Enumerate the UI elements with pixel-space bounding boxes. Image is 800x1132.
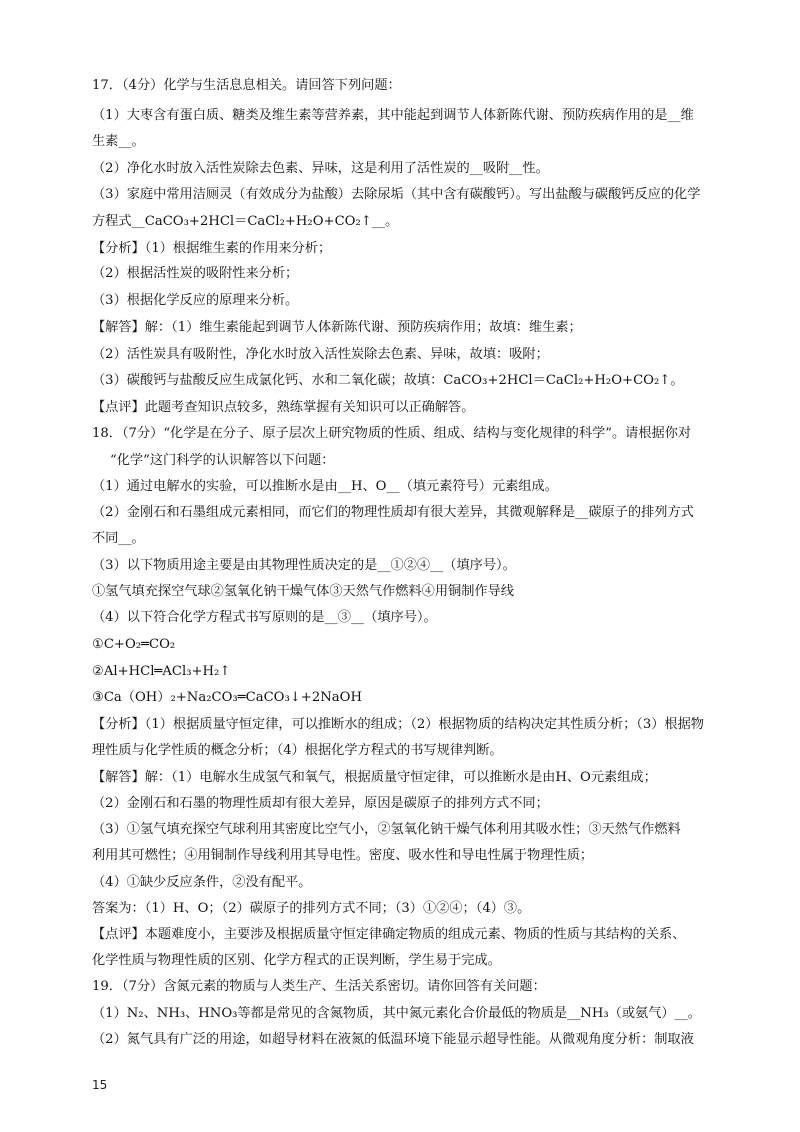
text-line: ③Ca（OH）₂+Na₂CO₃═CaCO₃↓+2NaOH bbox=[92, 690, 362, 705]
text-line: （1）N₂、NH₃、HNO₃等都是常见的含氮物质，其中氮元素化合价最低的物质是__NH₃（或氨气）__。 bbox=[92, 1006, 701, 1021]
text-line: 【点评】本题难度小，主要涉及根据质量守恒定律确定物质的组成元素、物质的性质与其结构的关系、 bbox=[92, 927, 686, 942]
text-line: （2）氮气具有广泛的用途，如超导材料在液氮的低温环境下能显示超导性能。从微观角度分析：制取液 bbox=[92, 1032, 694, 1047]
text-line: 生素__。 bbox=[92, 134, 145, 149]
text-line: （3）以下物质用途主要是由其物理性质决定的是__①②④__（填序号）。 bbox=[92, 558, 516, 573]
text-line: 方程式__CaCO₃+2HCl＝CaCl₂+H₂O+CO₂↑__。 bbox=[92, 214, 399, 229]
text-line: 17．（4分）化学与生活息息相关。请回答下列问题： bbox=[92, 78, 401, 93]
text-line: （2）金刚石和石墨组成元素相同，而它们的物理性质却有很大差异，其微观解释是__碳原子的排列方式 bbox=[92, 505, 694, 520]
text-line: （1）大枣含有蛋白质、糖类及维生素等营养素，其中能起到调节人体新陈代谢、预防疾病作用的是__维 bbox=[92, 108, 694, 123]
text-line: （2）净化水时放入活性炭除去色素、异味，这是利用了活性炭的__吸附__性。 bbox=[92, 161, 549, 176]
text-line: 【点评】此题考查知识点较多，熟练掌握有关知识可以正确解答。 bbox=[92, 400, 475, 415]
text-line: （4）以下符合化学方程式书写原则的是__③__（填序号）。 bbox=[92, 610, 437, 625]
text-line: （3）①氢气填充探空气球利用其密度比空气小，②氢氧化钠干燥气体利用其吸水性；③天然气作燃料 bbox=[92, 822, 681, 837]
text-line: 【分析】（1）根据质量守恒定律，可以推断水的组成；（2）根据物质的结构决定其性质分析；（3）根据物 bbox=[92, 717, 704, 732]
text-line: （2）活性炭具有吸附性，净化水时放入活性炭除去色素、异味，故填：吸附； bbox=[92, 347, 549, 362]
text-line: ①C+O₂═CO₂ bbox=[92, 637, 176, 652]
text-line: “化学”这门科学的认识解答以下问题： bbox=[110, 453, 335, 468]
text-line: 【解答】解：（1）电解水生成氢气和氧气，根据质量守恒定律，可以推断水是由H、O元素组成； bbox=[92, 770, 657, 785]
text-line: 答案为：（1）H、O；（2）碳原子的排列方式不同；（3）①②④；（4）③。 bbox=[92, 901, 531, 916]
text-line: ①氢气填充探空气球②氢氧化钠干燥气体③天然气作燃料④用铜制作导线 bbox=[92, 584, 514, 599]
text-line: （3）碳酸钙与盐酸反应生成氯化钙、水和二氧化碳；故填：CaCO₃+2HCl＝CaCl₂+H₂O+CO₂↑。 bbox=[92, 373, 684, 388]
text-line: 理性质与化学性质的概念分析；（4）根据化学方程式的书写规律判断。 bbox=[92, 743, 503, 758]
text-line: （4）①缺少反应条件，②没有配平。 bbox=[92, 875, 312, 890]
text-line: ②Al+HCl═ACl₃+H₂↑ bbox=[92, 664, 231, 679]
text-line: 利用其可燃性；④用铜制作导线利用其导电性。密度、吸水性和导电性属于物理性质； bbox=[92, 848, 594, 863]
text-line: （2）金刚石和石墨的物理性质却有很大差异，原因是碳原子的排列方式不同； bbox=[92, 796, 549, 811]
text-line: （3）家庭中常用洁厕灵（有效成分为盐酸）去除尿垢（其中含有碳酸钙）。写出盐酸与碳酸钙反应的化学 bbox=[92, 187, 701, 202]
text-line: （2）根据活性炭的吸附性来分析； bbox=[92, 266, 299, 281]
text-line: 不同__。 bbox=[92, 531, 145, 546]
text-line: 18．（7分）“化学是在分子、原子层次上研究物质的性质、组成、结构与变化规律的科学”。请根据你对 bbox=[92, 426, 692, 441]
text-line: （3）根据化学反应的原理来分析。 bbox=[92, 293, 299, 308]
text-line: （1）通过电解水的实验，可以推断水是由__H、O__（填元素符号）元素组成。 bbox=[92, 479, 558, 494]
page-number: 15 bbox=[92, 1078, 108, 1092]
text-line: 化学性质与物理性质的区别、化学方程式的正误判断，学生易于完成。 bbox=[92, 953, 501, 968]
text-line: 【分析】（1）根据维生素的作用来分析； bbox=[92, 241, 332, 256]
text-line: 【解答】解：（1）维生素能起到调节人体新陈代谢、预防疾病作用；故填：维生素； bbox=[92, 320, 582, 335]
text-line: 19．（7分）含氮元素的物质与人类生产、生活关系密切。请你回答有关问题： bbox=[92, 979, 546, 994]
